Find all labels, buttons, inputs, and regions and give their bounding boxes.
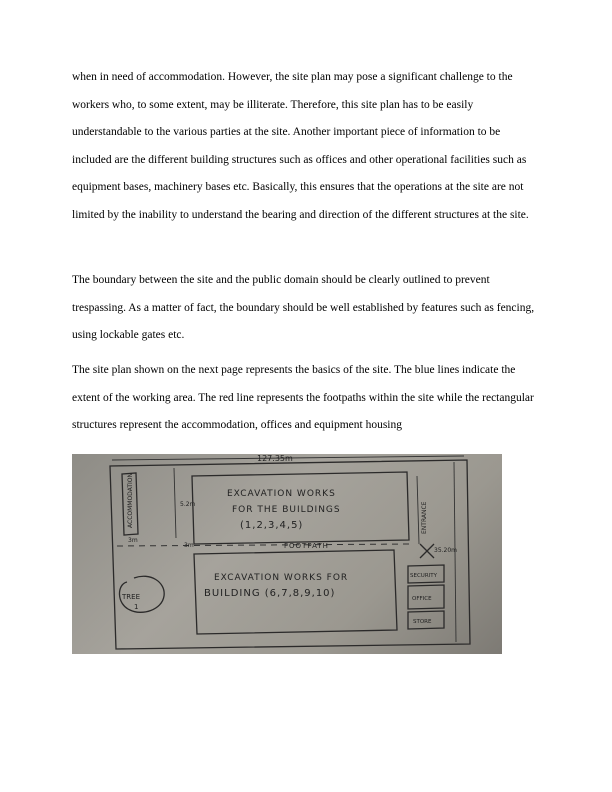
- tree-label: TREE: [122, 593, 140, 601]
- accommodation-label: ACCOMMODATION: [127, 473, 134, 528]
- entrance-label: ENTRANCE: [421, 501, 428, 534]
- paragraph-site-plan-intro: The site plan shown on the next page represents the basics of the site. The blue lines indicate the extent of the working area. The red line represents the footpaths within the site while the rectangular structures represent the accommodation, offices and equipment housing: [72, 364, 534, 432]
- paragraph-accommodation: when in need of accommodation. However, the site plan may pose a significant challenge to the workers who, to some extent, may be illiterate. Therefore, this site plan has to be easily understandable to the various parties at the site. Another important piece of information to be included are the different building structures such as offices and other operational facilities such as equipment bases, machinery bases etc. Basically, this ensures that the operations at the site are not limited by the inability to understand the bearing and direction of the different structures at the site.: [72, 71, 529, 221]
- upper-block-line1: EXCAVATION WORKS: [227, 489, 336, 499]
- security-label: SECURITY: [410, 573, 437, 579]
- store-label: STORE: [413, 619, 432, 625]
- site-plan-photo: [72, 454, 502, 654]
- gate-symbol: [420, 544, 434, 558]
- upper-block-line2: FOR THE BUILDINGS: [232, 505, 341, 515]
- paragraph-boundary: The boundary between the site and the public domain should be clearly outlined to prevent trespassing. As a matter of fact, the boundary should be well established by features such as fencing, using lockable gates etc.: [72, 274, 535, 342]
- upper-block-line3: (1,2,3,4,5): [240, 520, 304, 531]
- lower-block-line1: EXCAVATION WORKS FOR: [214, 573, 349, 583]
- entrance-strip: [417, 476, 419, 544]
- lower-block-line2: BUILDING (6,7,8,9,10): [204, 588, 336, 599]
- upper-divider: [174, 468, 176, 538]
- left-dim-label: 3m: [128, 537, 138, 544]
- site-plan-sketch: [72, 454, 502, 654]
- office-label: OFFICE: [412, 596, 432, 602]
- mid-dim-label: 3m: [184, 542, 194, 549]
- footpath-label: FOOTPATH: [284, 542, 329, 550]
- upper-offset-dim: 5.2m: [180, 501, 196, 508]
- right-dim-label: 35.20m: [434, 547, 458, 554]
- footpath-line: [117, 544, 412, 546]
- tree-number: 1: [134, 603, 139, 611]
- top-dimension-label: 127.35m: [257, 454, 293, 463]
